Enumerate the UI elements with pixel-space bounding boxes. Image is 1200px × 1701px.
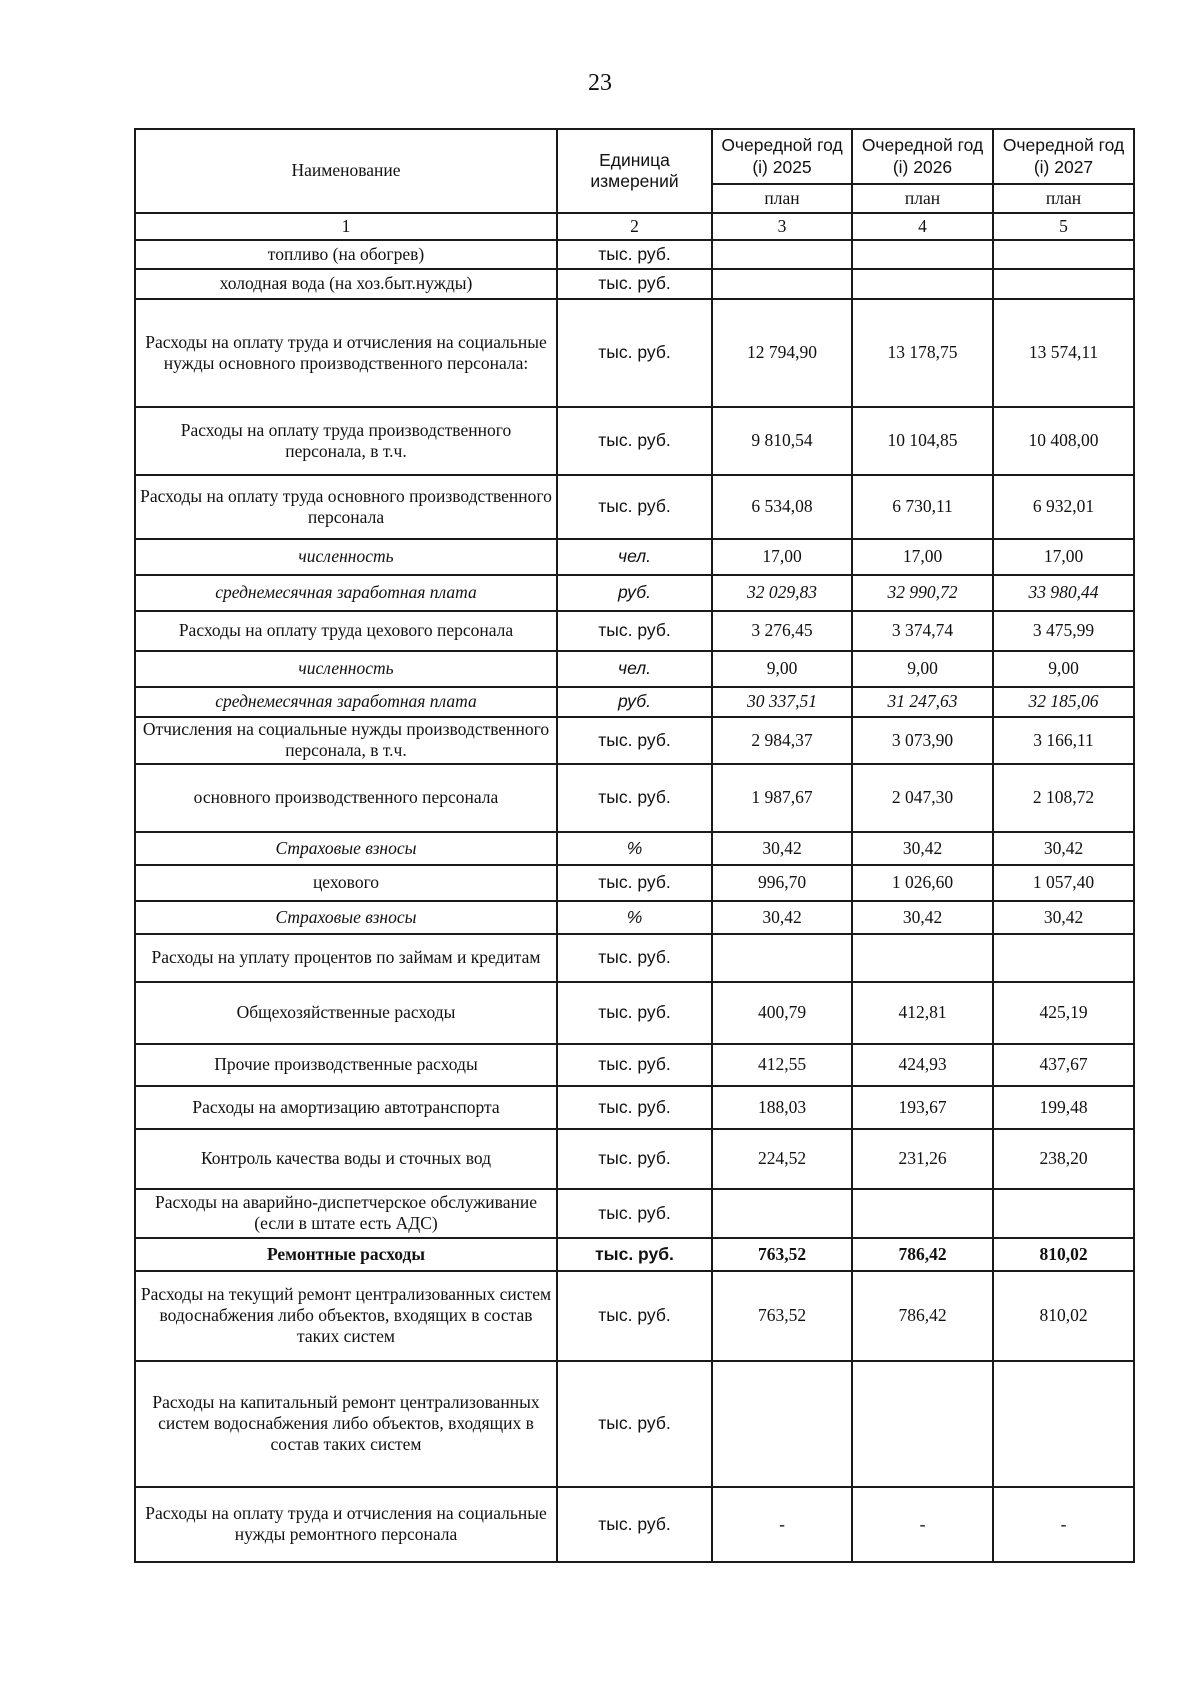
row-value-2026: 424,93 bbox=[852, 1044, 993, 1086]
row-value-2027: 6 932,01 bbox=[993, 475, 1134, 539]
table-row bbox=[135, 865, 1134, 901]
table-row bbox=[135, 407, 1134, 475]
table-row bbox=[135, 832, 1134, 865]
table-row bbox=[135, 299, 1134, 407]
row-name: Общехозяйственные расходы bbox=[135, 982, 557, 1044]
row-value-2027: 30,42 bbox=[993, 832, 1134, 865]
row-unit: % bbox=[557, 901, 712, 934]
row-name: среднемесячная заработная плата bbox=[135, 575, 557, 611]
row-name: Расходы на аварийно-диспетчерское обслуживание (если в штате есть АДС) bbox=[135, 1189, 557, 1238]
row-name: Расходы на уплату процентов по займам и кредитам bbox=[135, 934, 557, 982]
row-value-2025: 17,00 bbox=[712, 539, 852, 575]
row-unit: тыс. руб. bbox=[557, 1189, 712, 1238]
row-name: цехового bbox=[135, 865, 557, 901]
row-value-2026: 30,42 bbox=[852, 832, 993, 865]
row-value-2026: 2 047,30 bbox=[852, 764, 993, 832]
row-value-2025: 2 984,37 bbox=[712, 717, 852, 764]
row-unit: чел. bbox=[557, 651, 712, 687]
row-unit: тыс. руб. bbox=[557, 1086, 712, 1129]
row-value-2027: 30,42 bbox=[993, 901, 1134, 934]
row-value-2026: 193,67 bbox=[852, 1086, 993, 1129]
row-value-2026: 32 990,72 bbox=[852, 575, 993, 611]
table-row bbox=[135, 1271, 1134, 1361]
row-unit: руб. bbox=[557, 687, 712, 717]
row-unit: тыс. руб. bbox=[557, 407, 712, 475]
row-name: Расходы на амортизацию автотранспорта bbox=[135, 1086, 557, 1129]
row-name: Расходы на оплату труда и отчисления на социальные нужды ремонтного персонала bbox=[135, 1487, 557, 1562]
column-index: 4 bbox=[852, 213, 993, 240]
header-plan: план bbox=[852, 184, 993, 213]
row-value-2025: 9 810,54 bbox=[712, 407, 852, 475]
row-value-2027: 810,02 bbox=[993, 1271, 1134, 1361]
table-row bbox=[135, 1361, 1134, 1487]
row-value-2026: 786,42 bbox=[852, 1271, 993, 1361]
row-unit: тыс. руб. bbox=[557, 1238, 712, 1271]
row-name: Расходы на текущий ремонт централизованных систем водоснабжения либо объектов, входящих в состав таких систем bbox=[135, 1271, 557, 1361]
row-value-2025: 30,42 bbox=[712, 901, 852, 934]
row-name: Расходы на оплату труда производственного персонала, в т.ч. bbox=[135, 407, 557, 475]
row-value-2025: 1 987,67 bbox=[712, 764, 852, 832]
row-unit: тыс. руб. bbox=[557, 865, 712, 901]
row-unit: тыс. руб. bbox=[557, 269, 712, 299]
row-name: Расходы на капитальный ремонт централизованных систем водоснабжения либо объектов, входящих в состав таких систем bbox=[135, 1361, 557, 1487]
row-unit: тыс. руб. bbox=[557, 1271, 712, 1361]
row-value-2026: 3 073,90 bbox=[852, 717, 993, 764]
row-value-2025: 9,00 bbox=[712, 651, 852, 687]
row-unit: чел. bbox=[557, 539, 712, 575]
row-name: Прочие производственные расходы bbox=[135, 1044, 557, 1086]
row-value-2025 bbox=[712, 240, 852, 269]
header-year-2025: Очередной год (i) 2025 bbox=[712, 129, 852, 184]
row-unit: тыс. руб. bbox=[557, 1129, 712, 1189]
page-number: 23 bbox=[588, 70, 612, 96]
table-row bbox=[135, 1238, 1134, 1271]
row-value-2025 bbox=[712, 269, 852, 299]
row-value-2027: 1 057,40 bbox=[993, 865, 1134, 901]
row-value-2025: 224,52 bbox=[712, 1129, 852, 1189]
row-value-2025: 763,52 bbox=[712, 1238, 852, 1271]
row-value-2026: - bbox=[852, 1487, 993, 1562]
table-body bbox=[135, 240, 1134, 1562]
row-unit: тыс. руб. bbox=[557, 299, 712, 407]
row-unit: руб. bbox=[557, 575, 712, 611]
row-unit: тыс. руб. bbox=[557, 1487, 712, 1562]
row-value-2027: 33 980,44 bbox=[993, 575, 1134, 611]
row-value-2027 bbox=[993, 240, 1134, 269]
table-row bbox=[135, 687, 1134, 717]
row-value-2025: 400,79 bbox=[712, 982, 852, 1044]
row-value-2025: 763,52 bbox=[712, 1271, 852, 1361]
table-row bbox=[135, 934, 1134, 982]
table-row bbox=[135, 1129, 1134, 1189]
row-value-2027 bbox=[993, 1361, 1134, 1487]
row-value-2027: 238,20 bbox=[993, 1129, 1134, 1189]
row-value-2026: 13 178,75 bbox=[852, 299, 993, 407]
column-index: 3 bbox=[712, 213, 852, 240]
header-year-2027: Очередной год (i) 2027 bbox=[993, 129, 1134, 184]
row-value-2025: 3 276,45 bbox=[712, 611, 852, 651]
table-row bbox=[135, 1487, 1134, 1562]
row-value-2027: 13 574,11 bbox=[993, 299, 1134, 407]
row-name: Контроль качества воды и сточных вод bbox=[135, 1129, 557, 1189]
row-name: Страховые взносы bbox=[135, 901, 557, 934]
row-value-2025: 996,70 bbox=[712, 865, 852, 901]
row-value-2027: 810,02 bbox=[993, 1238, 1134, 1271]
row-value-2025: 30 337,51 bbox=[712, 687, 852, 717]
row-value-2025: - bbox=[712, 1487, 852, 1562]
row-value-2025: 12 794,90 bbox=[712, 299, 852, 407]
row-value-2025: 6 534,08 bbox=[712, 475, 852, 539]
table-row bbox=[135, 764, 1134, 832]
row-value-2026: 231,26 bbox=[852, 1129, 993, 1189]
row-value-2026: 3 374,74 bbox=[852, 611, 993, 651]
row-value-2026: 17,00 bbox=[852, 539, 993, 575]
row-name: основного производственного персонала bbox=[135, 764, 557, 832]
row-value-2027: 3 475,99 bbox=[993, 611, 1134, 651]
column-index: 1 bbox=[135, 213, 557, 240]
row-name: Расходы на оплату труда основного производственного персонала bbox=[135, 475, 557, 539]
row-name: Страховые взносы bbox=[135, 832, 557, 865]
row-unit: тыс. руб. bbox=[557, 764, 712, 832]
row-value-2027: 9,00 bbox=[993, 651, 1134, 687]
table-row bbox=[135, 269, 1134, 299]
row-name: Ремонтные расходы bbox=[135, 1238, 557, 1271]
row-value-2025: 32 029,83 bbox=[712, 575, 852, 611]
table-row bbox=[135, 240, 1134, 269]
table-row bbox=[135, 575, 1134, 611]
table-row bbox=[135, 475, 1134, 539]
row-name: топливо (на обогрев) bbox=[135, 240, 557, 269]
row-unit: тыс. руб. bbox=[557, 240, 712, 269]
row-value-2026: 1 026,60 bbox=[852, 865, 993, 901]
row-value-2027: 3 166,11 bbox=[993, 717, 1134, 764]
budget-table bbox=[134, 128, 1135, 1563]
column-index: 5 bbox=[993, 213, 1134, 240]
row-value-2025: 30,42 bbox=[712, 832, 852, 865]
row-value-2025: 412,55 bbox=[712, 1044, 852, 1086]
table-row bbox=[135, 1189, 1134, 1238]
row-value-2027: 17,00 bbox=[993, 539, 1134, 575]
row-value-2026 bbox=[852, 1189, 993, 1238]
row-value-2027: 10 408,00 bbox=[993, 407, 1134, 475]
table-row bbox=[135, 1044, 1134, 1086]
header-unit: Единица измерений bbox=[557, 129, 712, 213]
table-row bbox=[135, 901, 1134, 934]
row-value-2027 bbox=[993, 269, 1134, 299]
row-value-2027 bbox=[993, 934, 1134, 982]
row-name: среднемесячная заработная плата bbox=[135, 687, 557, 717]
table-row bbox=[135, 539, 1134, 575]
row-name: численность bbox=[135, 651, 557, 687]
row-value-2026: 31 247,63 bbox=[852, 687, 993, 717]
row-name: Расходы на оплату труда и отчисления на социальные нужды основного производственного персонала: bbox=[135, 299, 557, 407]
table-row bbox=[135, 1086, 1134, 1129]
row-value-2027 bbox=[993, 1189, 1134, 1238]
row-name: Расходы на оплату труда цехового персонала bbox=[135, 611, 557, 651]
row-value-2026 bbox=[852, 240, 993, 269]
row-unit: тыс. руб. bbox=[557, 982, 712, 1044]
table-row bbox=[135, 651, 1134, 687]
header-plan: план bbox=[993, 184, 1134, 213]
row-value-2026: 786,42 bbox=[852, 1238, 993, 1271]
row-value-2025 bbox=[712, 934, 852, 982]
row-unit: тыс. руб. bbox=[557, 475, 712, 539]
row-unit: тыс. руб. bbox=[557, 1044, 712, 1086]
row-value-2026: 10 104,85 bbox=[852, 407, 993, 475]
row-unit: тыс. руб. bbox=[557, 611, 712, 651]
table-row bbox=[135, 982, 1134, 1044]
row-name: холодная вода (на хоз.быт.нужды) bbox=[135, 269, 557, 299]
row-value-2027: 32 185,06 bbox=[993, 687, 1134, 717]
header-year-2026: Очередной год (i) 2026 bbox=[852, 129, 993, 184]
row-value-2025 bbox=[712, 1189, 852, 1238]
header-plan: план bbox=[712, 184, 852, 213]
header-name: Наименование bbox=[135, 129, 557, 213]
row-value-2027: 2 108,72 bbox=[993, 764, 1134, 832]
row-value-2027: 199,48 bbox=[993, 1086, 1134, 1129]
row-unit: % bbox=[557, 832, 712, 865]
row-value-2026: 412,81 bbox=[852, 982, 993, 1044]
table-row bbox=[135, 611, 1134, 651]
row-unit: тыс. руб. bbox=[557, 1361, 712, 1487]
row-value-2026: 6 730,11 bbox=[852, 475, 993, 539]
table-row bbox=[135, 717, 1134, 764]
row-value-2025: 188,03 bbox=[712, 1086, 852, 1129]
row-value-2027: 425,19 bbox=[993, 982, 1134, 1044]
row-value-2026 bbox=[852, 934, 993, 982]
column-index: 2 bbox=[557, 213, 712, 240]
row-value-2027: 437,67 bbox=[993, 1044, 1134, 1086]
row-value-2026: 30,42 bbox=[852, 901, 993, 934]
row-unit: тыс. руб. bbox=[557, 717, 712, 764]
row-name: Отчисления на социальные нужды производственного персонала, в т.ч. bbox=[135, 717, 557, 764]
row-value-2026: 9,00 bbox=[852, 651, 993, 687]
row-name: численность bbox=[135, 539, 557, 575]
row-value-2026 bbox=[852, 269, 993, 299]
row-unit: тыс. руб. bbox=[557, 934, 712, 982]
row-value-2025 bbox=[712, 1361, 852, 1487]
row-value-2027: - bbox=[993, 1487, 1134, 1562]
row-value-2026 bbox=[852, 1361, 993, 1487]
